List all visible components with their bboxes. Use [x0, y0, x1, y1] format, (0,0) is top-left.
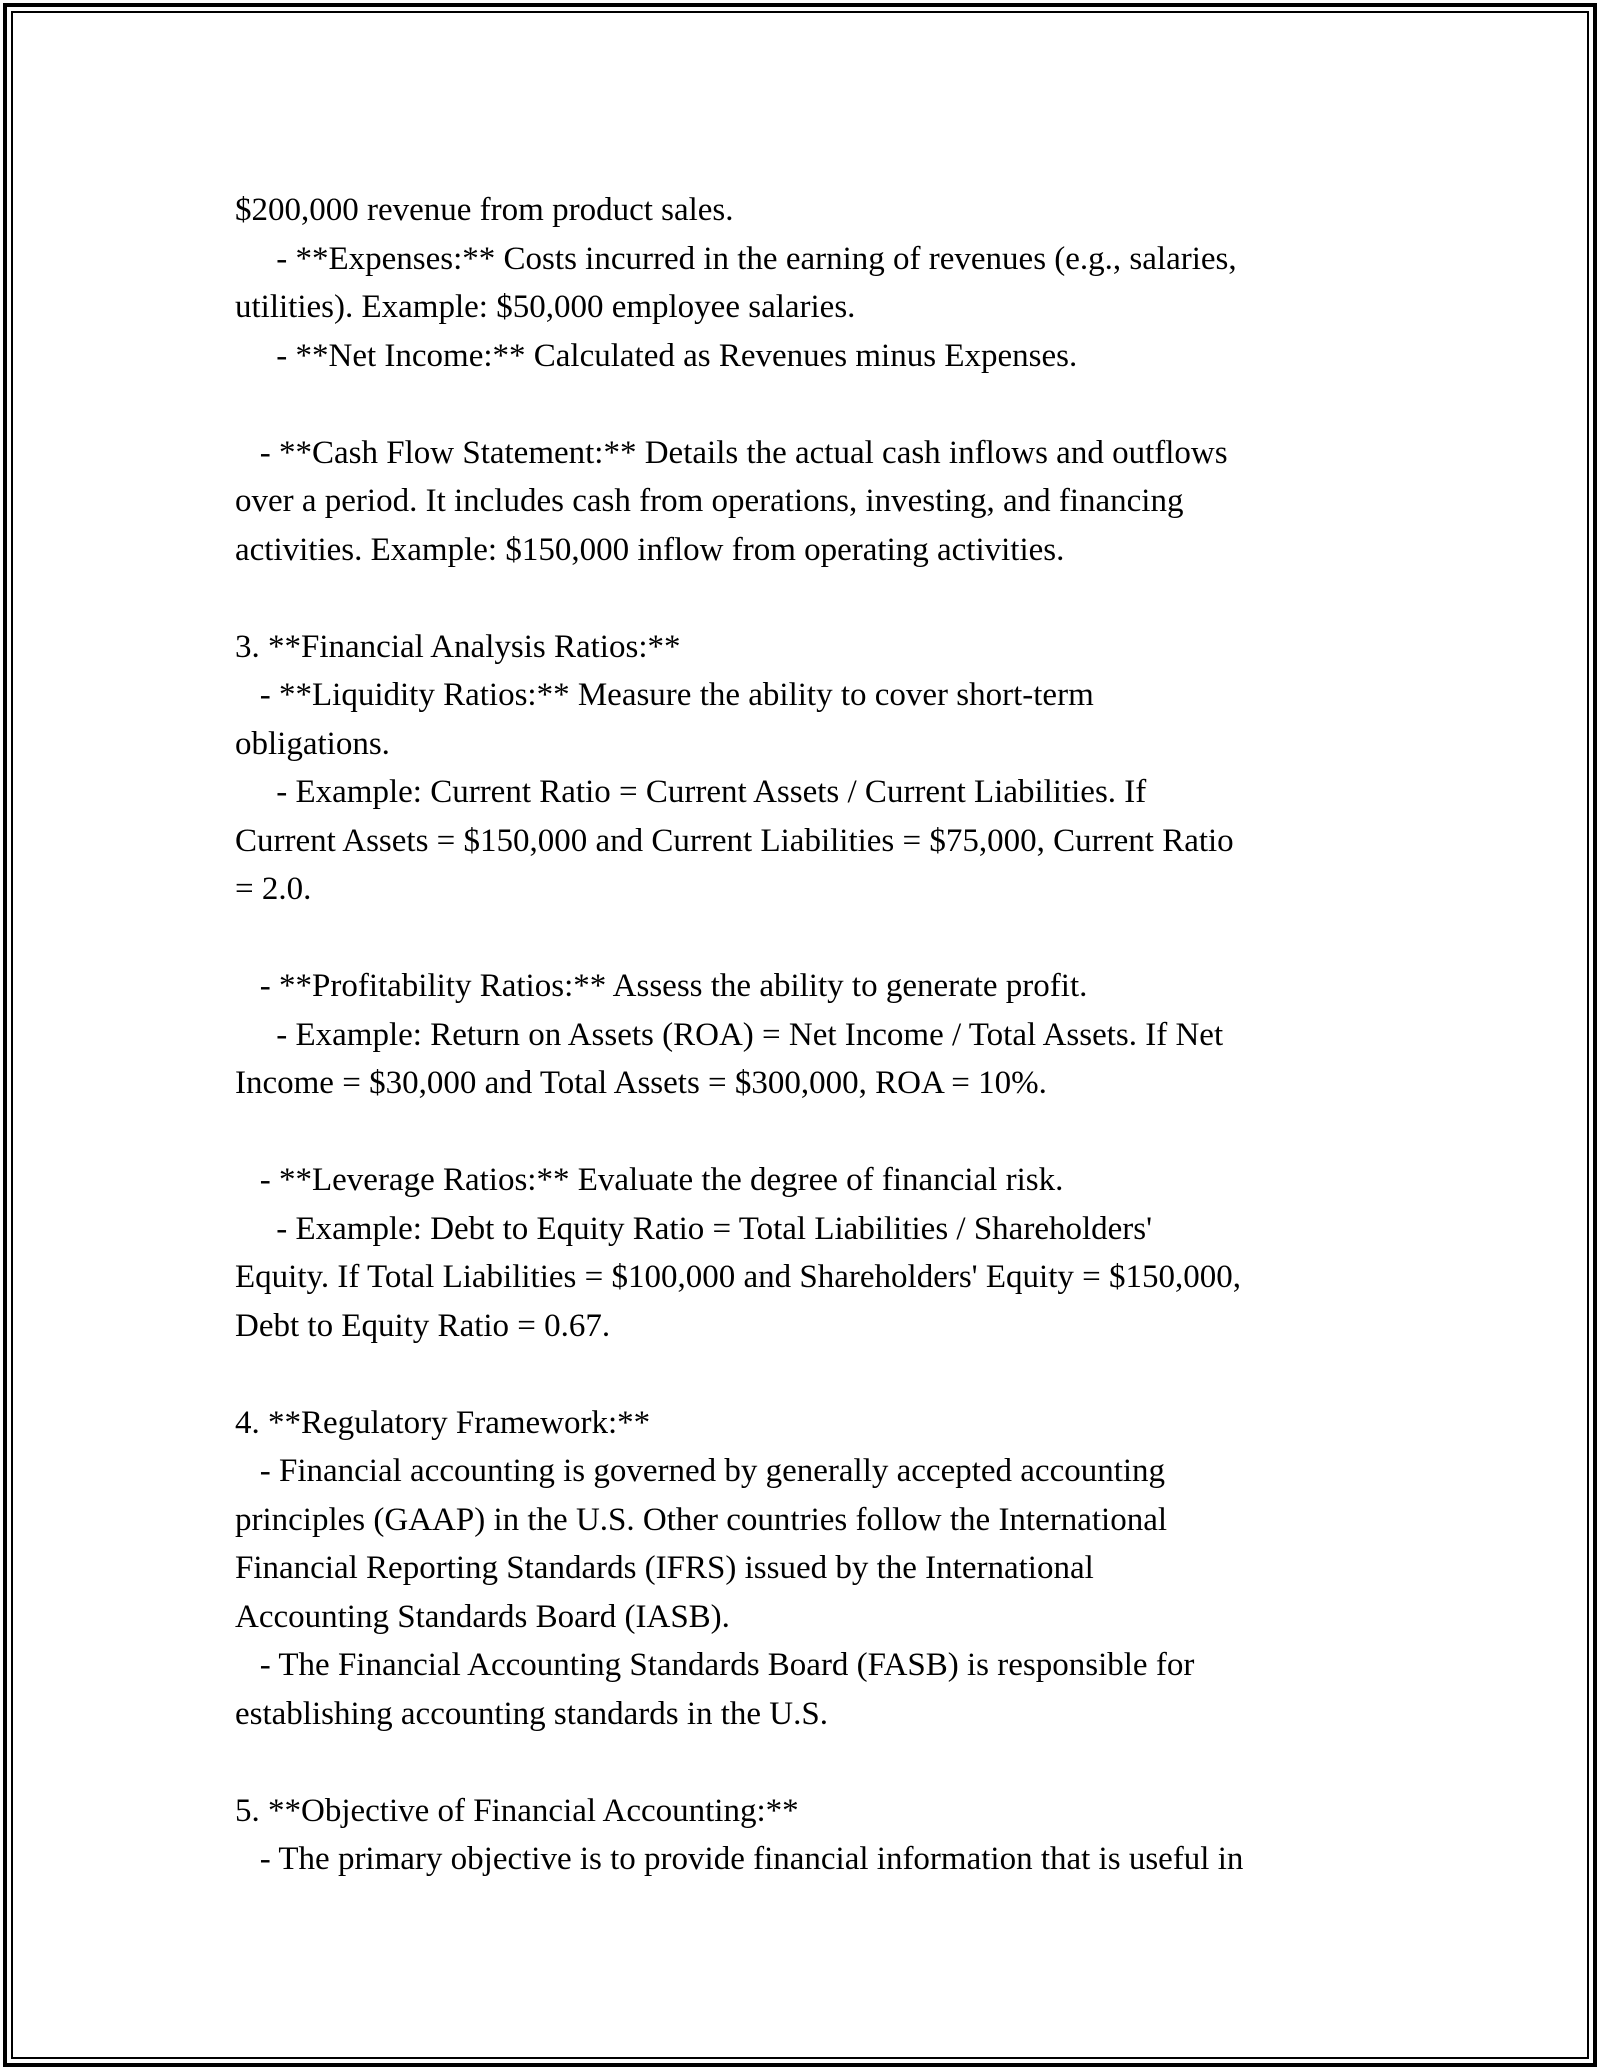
document-body [235, 186, 1395, 1884]
text-line: Financial Reporting Standards (IFRS) issued by the International [235, 1550, 1094, 1586]
text-line: - **Expenses:** Costs incurred in the earning of revenues (e.g., salaries, [235, 240, 1237, 277]
text-line: - **Cash Flow Statement:** Details the actual cash inflows and outflows [235, 434, 1228, 471]
text-line: - The Financial Accounting Standards Board (FASB) is responsible for [235, 1647, 1195, 1683]
text-line: - Example: Return on Assets (ROA) = Net Income / Total Assets. If Net [235, 1016, 1224, 1053]
text-line: Equity. If Total Liabilities = $100,000 and Shareholders' Equity = $150,000, [235, 1259, 1241, 1295]
text-line: activities. Example: $150,000 inflow from operating activities. [235, 531, 1065, 568]
section-heading: 5. **Objective of Financial Accounting:** [235, 1792, 799, 1829]
section-heading: 4. **Regulatory Framework:** [235, 1404, 651, 1441]
text-line: principles (GAAP) in the U.S. Other countries follow the International [235, 1501, 1168, 1538]
text-line: - Financial accounting is governed by generally accepted accounting [235, 1453, 1166, 1489]
text-line: utilities). Example: $50,000 employee salaries. [235, 289, 856, 325]
section-heading: 3. **Financial Analysis Ratios:** [235, 628, 681, 665]
text-line: - **Profitability Ratios:** Assess the ability to generate profit. [235, 968, 1088, 1004]
blank-line [235, 914, 1395, 963]
text-line: = 2.0. [235, 871, 312, 907]
text-line: $200,000 revenue from product sales. [235, 192, 734, 228]
blank-line [235, 1350, 1395, 1399]
text-line: Accounting Standards Board (IASB). [235, 1598, 730, 1635]
blank-line [235, 380, 1395, 429]
text-line: - Example: Debt to Equity Ratio = Total Liabilities / Shareholders' [235, 1210, 1153, 1247]
text-line: Current Assets = $150,000 and Current Liabilities = $75,000, Current Ratio [235, 822, 1234, 859]
blank-line [235, 1738, 1395, 1787]
text-line: - **Net Income:** Calculated as Revenues minus Expenses. [235, 337, 1078, 374]
text-line: establishing accounting standards in the U.S. [235, 1695, 828, 1732]
text-line: over a period. It includes cash from operations, investing, and financing [235, 483, 1184, 519]
blank-line [235, 574, 1395, 623]
text-line: - Example: Current Ratio = Current Assets / Current Liabilities. If [235, 774, 1147, 810]
text-line: - The primary objective is to provide financial information that is useful in [235, 1841, 1244, 1877]
text-line: Income = $30,000 and Total Assets = $300,000, ROA = 10%. [235, 1065, 1047, 1101]
text-line: - **Leverage Ratios:** Evaluate the degree of financial risk. [235, 1162, 1064, 1198]
text-line: Debt to Equity Ratio = 0.67. [235, 1307, 611, 1344]
blank-line [235, 1108, 1395, 1157]
text-line: - **Liquidity Ratios:** Measure the ability to cover short-term [235, 677, 1094, 713]
text-line: obligations. [235, 725, 390, 762]
